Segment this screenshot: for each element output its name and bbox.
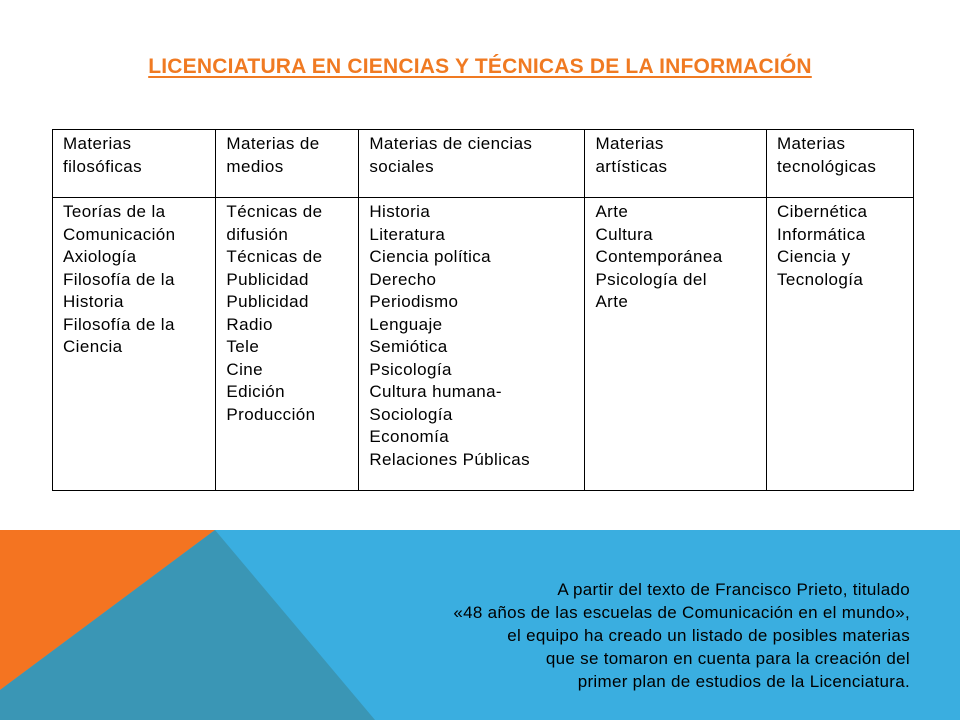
cell-philosophy-subjects	[53, 198, 216, 491]
subject-item: Economía	[369, 427, 450, 446]
subject-item: Radio	[226, 314, 273, 334]
header-line: filosóficas	[63, 156, 143, 176]
subjects-table	[52, 129, 914, 491]
caption-line: «48 años de las escuelas de Comunicación en el mundo»,	[453, 603, 910, 622]
header-cell-social-sciences	[359, 130, 585, 198]
header-line: Materias	[63, 134, 132, 153]
cell-social-sciences-subjects	[359, 198, 585, 491]
subject-item: Edición	[226, 382, 285, 401]
caption-line: que se tomaron en cuenta para la creación del	[545, 649, 910, 668]
header-line: tecnológicas	[776, 156, 877, 176]
header-line: sociales	[369, 156, 434, 176]
subject-item: Derecho	[369, 269, 437, 289]
header-cell-media	[216, 130, 359, 198]
header-line: Materias	[776, 134, 846, 153]
subject-item: Tecnología	[776, 269, 864, 289]
subject-item: Relaciones Públicas	[369, 449, 531, 469]
subject-item: Técnicas de	[226, 202, 323, 221]
subject-item: Literatura	[369, 224, 446, 244]
subject-item: Axiología	[63, 247, 137, 266]
subject-item: Ciencia política	[369, 247, 492, 266]
subject-item: Producción	[226, 404, 316, 424]
header-line: Materias	[595, 134, 664, 153]
subject-item: Periodismo	[369, 292, 459, 311]
subject-item: Filosofía de la	[63, 269, 175, 289]
subject-item: Semiótica	[369, 337, 448, 356]
subject-item: Historia	[63, 292, 124, 311]
subject-item: Publicidad	[226, 269, 309, 289]
subject-item: Cultura humana-	[369, 382, 502, 401]
subject-item: Ciencia	[63, 337, 123, 356]
subject-item: Psicología	[369, 359, 452, 379]
subject-item: Informática	[776, 224, 866, 244]
subject-item: Comunicación	[63, 224, 176, 244]
subject-item: Cine	[226, 359, 263, 379]
table-body-row	[53, 198, 914, 491]
subject-item: Cultura	[595, 224, 654, 244]
subject-item: Arte	[595, 202, 629, 221]
slide-title: LICENCIATURA EN CIENCIAS Y TÉCNICAS DE LA INFORMACIÓN	[148, 55, 812, 78]
header-cell-technology	[766, 130, 913, 198]
subject-item: Historia	[369, 202, 431, 221]
header-cell-arts	[585, 130, 767, 198]
subject-item: difusión	[226, 224, 289, 244]
subject-item: Ciencia y	[776, 247, 851, 266]
caption-line: A partir del texto de Francisco Prieto, titulado	[557, 580, 910, 599]
subject-item: Arte	[595, 292, 629, 311]
subject-item: Cibernética	[776, 202, 868, 221]
subject-item: Sociología	[369, 404, 453, 424]
header-cell-philosophy	[53, 130, 216, 198]
header-line: artísticas	[595, 156, 668, 176]
subject-item: Tele	[226, 337, 260, 356]
caption-line: el equipo ha creado un listado de posibles materias	[507, 626, 910, 645]
subject-item: Teorías de la	[63, 202, 166, 221]
cell-technology-subjects	[766, 198, 913, 491]
subject-item: Técnicas de	[226, 247, 323, 266]
header-line: Materias de ciencias	[369, 134, 533, 153]
cell-arts-subjects	[585, 198, 767, 491]
subject-item: Contemporánea	[595, 247, 723, 266]
subject-item: Filosofía de la	[63, 314, 175, 334]
subject-item: Lenguaje	[369, 314, 443, 334]
caption-line: primer plan de estudios de la Licenciatura.	[577, 672, 910, 691]
cell-media-subjects	[216, 198, 359, 491]
table-header-row	[53, 130, 914, 198]
header-line: medios	[226, 156, 284, 176]
caption-text	[350, 578, 910, 693]
subject-item: Psicología del	[595, 269, 707, 289]
header-line: Materias de	[226, 134, 320, 153]
subject-item: Publicidad	[226, 292, 309, 311]
